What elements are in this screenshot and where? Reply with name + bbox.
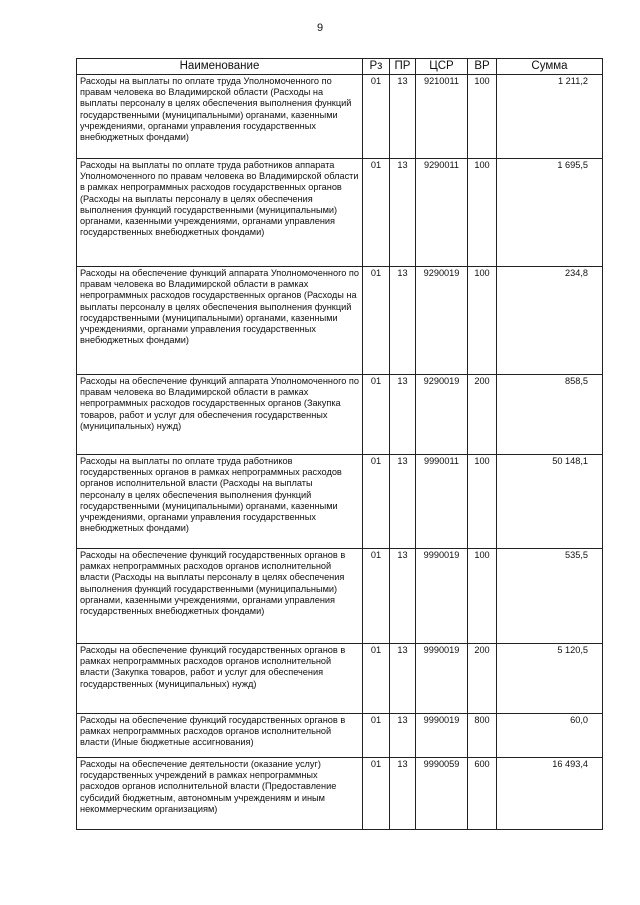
row-pr: 13 xyxy=(390,455,416,549)
row-rz: 01 xyxy=(363,75,390,159)
row-csr: 9990019 xyxy=(416,549,468,644)
row-name: Расходы на обеспечение функций аппарата Уполномоченного по правам человека во Владимирской области в рамках непрограммных расходов государственных органов (Расходы на выплаты персоналу в целях обеспечения выполнения функций государственными (муниципальными) органами, казенными учреждениями, органами управления государственных внебюджетных фондами) xyxy=(77,267,363,375)
header-pr: ПР xyxy=(390,59,416,75)
header-rz: Рз xyxy=(363,59,390,75)
row-sum: 16 493,4 xyxy=(497,758,603,830)
row-sum: 5 120,5 xyxy=(497,644,603,714)
header-csr: ЦСР xyxy=(416,59,468,75)
table-row xyxy=(77,714,603,758)
row-name: Расходы на обеспечение функций аппарата Уполномоченного по правам человека во Владимирской области в рамках непрограммных расходов государственных органов (Закупка товаров, работ и услуг для обеспечения государственных (муниципальных) нужд) xyxy=(77,375,363,455)
row-sum: 50 148,1 xyxy=(497,455,603,549)
page-number: 9 xyxy=(316,22,324,34)
row-rz: 01 xyxy=(363,159,390,267)
row-pr: 13 xyxy=(390,75,416,159)
table-row xyxy=(77,644,603,714)
table-row xyxy=(77,455,603,549)
row-csr: 9990019 xyxy=(416,714,468,758)
row-name: Расходы на обеспечение функций государственных органов в рамках непрограммных расходов органов исполнительной власти (Закупка товаров, работ и услуг для обеспечения государственных (муниципальных) нужд) xyxy=(77,644,363,714)
row-vr: 600 xyxy=(468,758,497,830)
row-pr: 13 xyxy=(390,714,416,758)
row-csr: 9210011 xyxy=(416,75,468,159)
row-sum: 1 211,2 xyxy=(497,75,603,159)
row-sum: 234,8 xyxy=(497,267,603,375)
row-name: Расходы на обеспечение функций государственных органов в рамках непрограммных расходов органов исполнительной власти (Расходы на выплаты персоналу в целях обеспечения выполнения функций государственными (муниципальными) органами, казенными учреждениями, органами управления государственных внебюджетных фондами) xyxy=(77,549,363,644)
table-row xyxy=(77,375,603,455)
row-sum: 858,5 xyxy=(497,375,603,455)
row-rz: 01 xyxy=(363,644,390,714)
table-row xyxy=(77,267,603,375)
header-vr: ВР xyxy=(468,59,497,75)
row-vr: 100 xyxy=(468,455,497,549)
row-pr: 13 xyxy=(390,758,416,830)
row-vr: 100 xyxy=(468,159,497,267)
table-row xyxy=(77,758,603,830)
row-name: Расходы на выплаты по оплате труда работников аппарата Уполномоченного по правам человека во Владимирской области в рамках непрограммных расходов государственных органов (Расходы на выплаты персоналу в целях обеспечения выполнения функций государственными (муниципальными) органами, казенными учреждениями, органами управления государственных внебюджетных фондами) xyxy=(77,159,363,267)
row-vr: 100 xyxy=(468,549,497,644)
row-csr: 9990019 xyxy=(416,644,468,714)
row-rz: 01 xyxy=(363,455,390,549)
table-row xyxy=(77,75,603,159)
row-vr: 100 xyxy=(468,267,497,375)
row-rz: 01 xyxy=(363,549,390,644)
row-sum: 535,5 xyxy=(497,549,603,644)
row-csr: 9290019 xyxy=(416,375,468,455)
row-sum: 60,0 xyxy=(497,714,603,758)
header-name: Наименование xyxy=(77,59,363,75)
row-name: Расходы на выплаты по оплате труда работников государственных органов в рамках непрограммных расходов органов исполнительной власти (Расходы на выплаты персоналу в целях обеспечения выполнения функций государственными (муниципальными) органами, казенными учреждениями, органами управления государственных внебюджетных фондами) xyxy=(77,455,363,549)
row-pr: 13 xyxy=(390,375,416,455)
table-row xyxy=(77,549,603,644)
budget-table xyxy=(76,58,603,830)
row-pr: 13 xyxy=(390,549,416,644)
row-sum: 1 695,5 xyxy=(497,159,603,267)
row-pr: 13 xyxy=(390,159,416,267)
row-vr: 200 xyxy=(468,375,497,455)
row-name: Расходы на выплаты по оплате труда Уполномоченного по правам человека во Владимирской области (Расходы на выплаты персоналу в целях обеспечения выполнения функций государственными (муниципальными) органами, казенными учреждениями, органами управления государственных внебюджетных фондами) xyxy=(77,75,363,159)
row-name: Расходы на обеспечение деятельности (оказание услуг) государственных учреждений в рамках непрограммных расходов органов исполнительной власти (Предоставление субсидий бюджетным, автономным учреждениям и иным некоммерческим организациям) xyxy=(77,758,363,830)
row-rz: 01 xyxy=(363,758,390,830)
header-sum: Сумма xyxy=(497,59,603,75)
row-csr: 9990011 xyxy=(416,455,468,549)
row-vr: 800 xyxy=(468,714,497,758)
row-csr: 9990059 xyxy=(416,758,468,830)
row-pr: 13 xyxy=(390,267,416,375)
row-rz: 01 xyxy=(363,267,390,375)
row-rz: 01 xyxy=(363,714,390,758)
row-vr: 100 xyxy=(468,75,497,159)
table-header-row xyxy=(77,59,603,75)
row-vr: 200 xyxy=(468,644,497,714)
row-csr: 9290019 xyxy=(416,267,468,375)
row-rz: 01 xyxy=(363,375,390,455)
table-row xyxy=(77,159,603,267)
row-csr: 9290011 xyxy=(416,159,468,267)
row-name: Расходы на обеспечение функций государственных органов в рамках непрограммных расходов органов исполнительной власти (Иные бюджетные ассигнования) xyxy=(77,714,363,758)
row-pr: 13 xyxy=(390,644,416,714)
